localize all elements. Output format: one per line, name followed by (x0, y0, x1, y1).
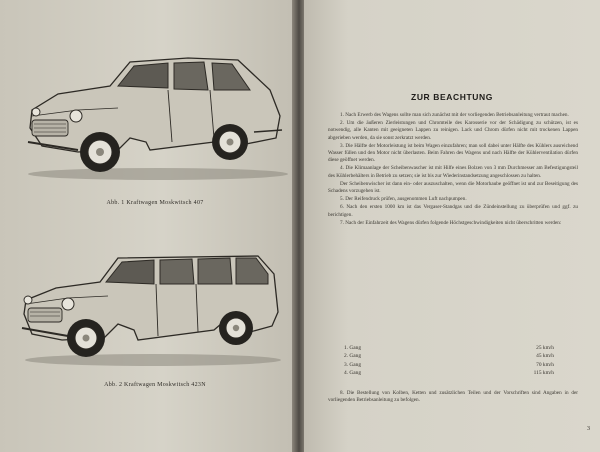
gear-label: 4. Gang (344, 370, 362, 377)
closing-text (328, 390, 578, 404)
paragraph: 3. Die Hälfte der Motorleistung ist beim Wagen einzufahren; man soll dabei unter Hälfte des Kühlers ausreichend Wasser füllen und den Motor nicht überlasten. Beim Fahren des Wagens und nach Hälfte der Kühlerventilation dürfen diese geöffnet werden. (328, 142, 578, 164)
paragraph: 7. Nach der Einfahrzeit des Wagens dürfen folgende Höchstgeschwindigkeiten nicht überschritten werden: (340, 219, 562, 226)
gear-row (334, 352, 554, 360)
sedan-illustration (18, 46, 288, 186)
paragraph: 8. Die Bestellung von Kolben, Ketten und zusätzlichen Teilen und der Vorschriften sind Angaben in der vorliegenden Betriebsanleitung zu befolgen. (328, 390, 578, 404)
paragraph: 2. Um die äußeren Zierleistungen und Chromteile des Karosserie vor der Schädigung zu schützen, ist es notwendig, alle Kanten mit geeigneten Lappen zu reinigen. Lack und Chrom dürfen nicht mit trockenen Lappen abgerieben werden, da sie sonst zerkratzt werden. (328, 120, 578, 141)
gear-speed: 25 km/h (536, 345, 554, 351)
gear-speed: 115 km/h (533, 370, 554, 377)
paragraph: 6. Nach den ersten 1000 km ist das Vergaser-Standgas und die Zündeinstellung zu überprüfen und ggf. zu berichtigen. (328, 204, 578, 218)
gear-label: 3. Gang (344, 361, 362, 368)
page-number: 3 (587, 426, 590, 432)
right-page (304, 0, 600, 452)
left-page (0, 0, 296, 452)
gear-speed: 70 km/h (536, 361, 554, 368)
paragraph: 5. Der Reifendruck prüfen, ausgenommen Luft nachpumpen. (340, 196, 467, 203)
gear-label: 1. Gang (344, 345, 362, 351)
figure-caption-1: Abb. 1 Kraftwagen Moskwitsch 407 (106, 200, 204, 206)
paragraph: 1. Nach Erwerb des Wagens sollte man sich zunächst mit der vorliegenden Betriebsanleitung vertraut machen. (340, 112, 569, 118)
figure-caption-2: Abb. 2 Kraftwagen Moskwitsch 423N (104, 382, 206, 388)
gear-row (334, 361, 554, 369)
section-heading: ZUR BEACHTUNG (411, 92, 493, 102)
gear-label: 2. Gang (344, 353, 362, 360)
gear-row (334, 344, 554, 352)
paragraph: Der Scheibenwischer ist dann ein- oder auszuschalten, wenn die Motorhaube geöffnet ist und zur Beseitigung des Schadens vorzugehen ist. (328, 180, 578, 195)
gear-speed: 45 km/h (536, 353, 554, 360)
station-wagon-illustration (18, 244, 288, 374)
paragraph: 4. Die Klimaanlage der Scheibenwascher ist mit Hilfe eines Bolzen von 3 mm Durchmesser am Befestigungsteil des Kühlerbehälters in Betrieb zu setzen; sie ist bis zur Wiederinstandsetzung angeschlossen zu halten. (328, 165, 578, 179)
gear-row (334, 369, 554, 377)
instructions-text (328, 112, 578, 228)
gear-speed-table (334, 344, 554, 378)
